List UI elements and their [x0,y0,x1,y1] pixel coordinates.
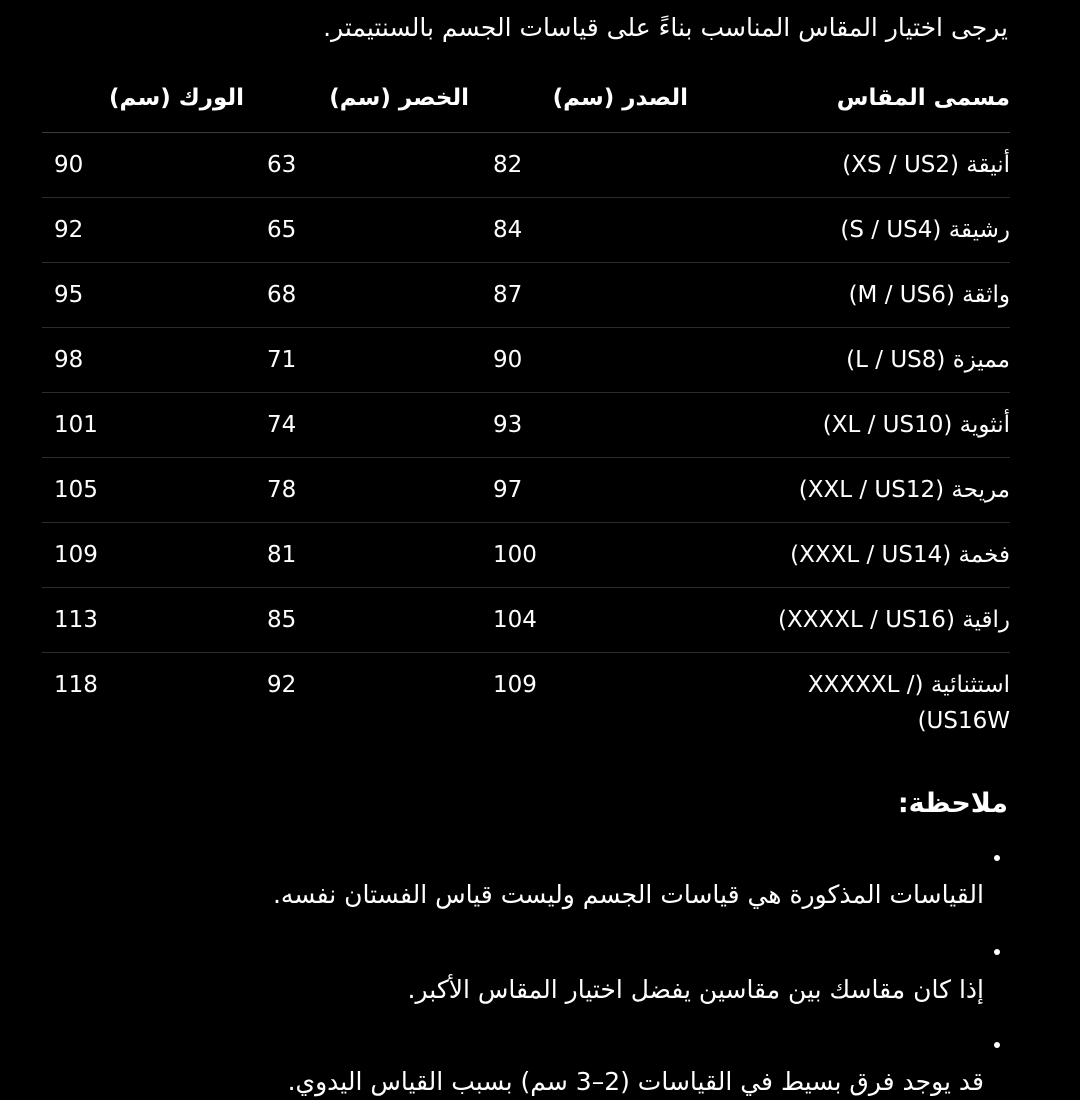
header-size-name: مسمى المقاس [836,85,1010,111]
chest-cell: 87 [493,282,523,308]
waist-cell: 71 [267,347,297,373]
chest-cell: 93 [493,412,523,438]
size-name-cell: راقية (XXXXL / US16) [778,607,1010,633]
table-row [42,393,1010,458]
hip-cell: 101 [54,412,98,438]
waist-cell: 63 [267,152,297,178]
chest-cell: 84 [493,217,523,243]
hip-cell: 105 [54,477,98,503]
note-item: قد يوجد فرق بسيط في القياسات (2–3 سم) بسبب القياس اليدوي. [287,1067,984,1096]
size-name-cell: رشيقة (S / US4) [840,217,1010,243]
note-item: القياسات المذكورة هي قياسات الجسم وليست قياس الفستان نفسه. [272,880,984,909]
hip-cell: 113 [54,607,98,633]
size-name-cell: واثقة (M / US6) [848,282,1010,308]
table-row [42,458,1010,523]
chest-cell: 100 [493,542,537,568]
waist-cell: 74 [267,412,297,438]
size-name-cell: مميزة (L / US8) [846,347,1010,373]
hip-cell: 92 [54,217,84,243]
waist-cell: 78 [267,477,297,503]
hip-cell: 98 [54,347,84,373]
waist-cell: 68 [267,282,297,308]
table-row [42,588,1010,653]
header-hip: الورك (سم) [109,85,244,111]
chest-cell: 104 [493,607,537,633]
table-row [42,523,1010,588]
bullet-icon [994,1042,1000,1048]
chest-cell: 90 [493,347,523,373]
note-item: إذا كان مقاسك بين مقاسين يفضل اختيار المقاس الأكبر. [407,975,984,1004]
size-name-cell: أنيقة (XS / US2) [842,152,1010,178]
table-header-row [42,70,1010,133]
waist-cell: 65 [267,217,297,243]
notes-title: ملاحظة: [897,788,1008,819]
hip-cell: 95 [54,282,84,308]
header-waist: الخصر (سم) [329,85,469,111]
chest-cell: 97 [493,477,523,503]
size-name-cell: مريحة (XXL / US12) [798,477,1010,503]
table-row [42,263,1010,328]
table-row [42,198,1010,263]
waist-cell: 92 [267,672,297,698]
chest-cell: 82 [493,152,523,178]
table-row [42,133,1010,198]
size-table [42,70,1010,743]
size-name-cell: استثنائية (XXXXXL / US16W) [807,672,1010,734]
size-name-cell: فخمة (XXXL / US14) [790,542,1010,568]
hip-cell: 109 [54,542,98,568]
bullet-icon [994,949,1000,955]
table-row [42,328,1010,393]
size-name-cell: أنثوية (XL / US10) [822,412,1010,438]
chest-cell: 109 [493,672,537,698]
table-row [42,653,1010,743]
waist-cell: 81 [267,542,297,568]
intro-text: يرجى اختيار المقاس المناسب بناءً على قياسات الجسم بالسنتيمتر. [323,13,1008,42]
hip-cell: 118 [54,672,98,698]
hip-cell: 90 [54,152,84,178]
header-chest: الصدر (سم) [552,85,688,111]
waist-cell: 85 [267,607,297,633]
bullet-icon [994,855,1000,861]
